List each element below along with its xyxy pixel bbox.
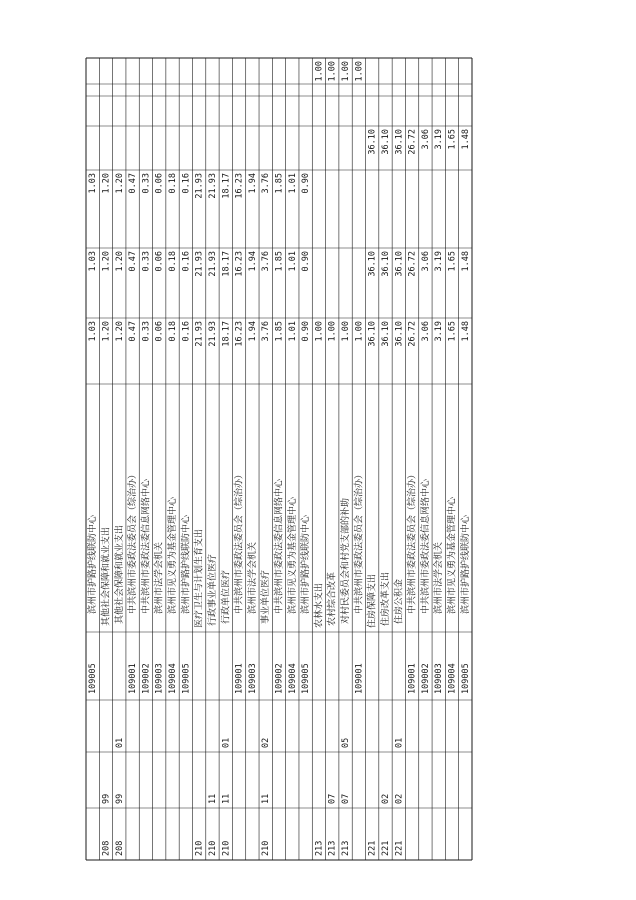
amount-cell: 1.00 — [341, 61, 352, 82]
item-name-cell: 住房公积金 — [394, 578, 405, 624]
code-cell: 99 — [114, 793, 125, 804]
code-cell: 208 — [114, 840, 125, 856]
amount-cell: 0.16 — [181, 251, 192, 272]
code-cell: 07 — [341, 793, 352, 804]
amount-cell: 36.10 — [380, 251, 391, 277]
amount-cell: 21.93 — [207, 321, 218, 347]
item-name-cell: 其他社会保障和就业支出 — [101, 526, 112, 626]
amount-cell: 1.48 — [460, 321, 471, 342]
unit-code-cell: 109005 — [88, 663, 99, 694]
unit-code-cell: 109002 — [420, 663, 431, 694]
item-name-cell: 医疗卫生与计划生育支出 — [194, 528, 205, 628]
code-cell: 05 — [341, 737, 352, 748]
amount-cell: 3.76 — [261, 173, 272, 194]
amount-cell: 36.10 — [380, 129, 391, 155]
unit-code-cell: 109001 — [128, 663, 139, 694]
item-name-cell: 中共滨州市委政法委员会（综治办） — [234, 469, 245, 614]
item-name-cell: 对村民委员会和村党支部的补助 — [341, 497, 352, 624]
amount-cell: 1.20 — [101, 321, 112, 342]
amount-cell: 1.65 — [447, 321, 458, 342]
amount-cell: 0.06 — [154, 173, 165, 194]
item-name-cell: 滨州市见义勇为基金管理中心 — [168, 496, 179, 614]
amount-cell: 1.48 — [460, 251, 471, 272]
amount-cell: 0.47 — [128, 251, 139, 272]
code-cell: 221 — [380, 840, 391, 856]
amount-cell: 1.00 — [314, 61, 325, 82]
code-cell: 221 — [367, 840, 378, 856]
amount-cell: 1.94 — [247, 251, 258, 272]
amount-cell: 26.72 — [407, 251, 418, 277]
amount-cell: 36.10 — [367, 129, 378, 155]
unit-code-cell: 109001 — [234, 663, 245, 694]
unit-code-cell: 109002 — [141, 663, 152, 694]
amount-cell: 1.94 — [247, 321, 258, 342]
item-name-cell: 滨州市护路护线联防中心 — [181, 514, 192, 614]
unit-code-cell: 109001 — [354, 663, 365, 694]
amount-cell: 18.17 — [221, 321, 232, 347]
amount-cell: 1.03 — [88, 251, 99, 272]
amount-cell: 0.18 — [168, 173, 179, 194]
item-name-cell: 中共滨州市委政法委员会（综治办） — [128, 469, 139, 614]
code-cell: 213 — [327, 840, 338, 856]
item-name-cell: 行政事业单位医疗 — [207, 553, 218, 626]
unit-code-cell: 109003 — [434, 663, 445, 694]
unit-code-cell: 109002 — [274, 663, 285, 694]
amount-cell: 1.85 — [274, 321, 285, 342]
amount-cell: 1.00 — [354, 61, 365, 82]
amount-cell: 36.10 — [394, 251, 405, 277]
amount-cell: 3.76 — [261, 251, 272, 272]
code-cell: 01 — [114, 737, 125, 748]
amount-cell: 0.47 — [128, 173, 139, 194]
item-name-cell: 滨州市护路护线联防中心 — [460, 514, 471, 614]
unit-code-cell: 109005 — [301, 663, 312, 694]
amount-cell: 26.72 — [407, 129, 418, 155]
amount-cell: 1.01 — [287, 321, 298, 342]
amount-cell: 21.93 — [207, 251, 218, 277]
code-cell: 99 — [101, 793, 112, 804]
amount-cell: 21.93 — [207, 173, 218, 199]
amount-cell: 1.20 — [101, 173, 112, 194]
amount-cell: 1.85 — [274, 251, 285, 272]
unit-code-cell: 109004 — [287, 663, 298, 694]
amount-cell: 16.23 — [234, 321, 245, 347]
amount-cell: 3.19 — [434, 251, 445, 272]
code-cell: 213 — [341, 840, 352, 856]
amount-cell: 1.00 — [341, 321, 352, 342]
item-name-cell: 滨州市见义勇为基金管理中心 — [447, 496, 458, 614]
unit-code-cell: 109005 — [460, 663, 471, 694]
code-cell: 208 — [101, 840, 112, 856]
amount-cell: 1.20 — [114, 173, 125, 194]
amount-cell: 0.90 — [301, 251, 312, 272]
amount-cell: 1.94 — [247, 173, 258, 194]
unit-code-cell: 109004 — [168, 663, 179, 694]
amount-cell: 36.10 — [367, 251, 378, 277]
item-name-cell: 滨州市护路护线联防中心 — [88, 514, 99, 614]
code-cell: 210 — [221, 840, 232, 856]
amount-cell: 1.03 — [88, 173, 99, 194]
amount-cell: 0.06 — [154, 321, 165, 342]
amount-cell: 3.76 — [261, 321, 272, 342]
amount-cell: 0.18 — [168, 321, 179, 342]
item-name-cell: 农村综合改革 — [327, 571, 338, 626]
amount-cell: 3.19 — [434, 129, 445, 150]
amount-cell: 0.90 — [301, 173, 312, 194]
item-name-cell: 滨州市护路护线联防中心 — [301, 514, 312, 614]
unit-code-cell: 109001 — [407, 663, 418, 694]
amount-cell: 0.16 — [181, 173, 192, 194]
item-name-cell: 行政单位医疗 — [221, 569, 232, 624]
amount-cell: 3.06 — [420, 321, 431, 342]
code-cell: 213 — [314, 840, 325, 856]
amount-cell: 36.10 — [394, 321, 405, 347]
amount-cell: 36.10 — [367, 321, 378, 347]
item-name-cell: 滨州市法学会机关 — [154, 541, 165, 614]
amount-cell: 1.85 — [274, 173, 285, 194]
item-name-cell: 滨州市见义勇为基金管理中心 — [287, 496, 298, 614]
item-name-cell: 事业单位医疗 — [261, 569, 272, 624]
amount-cell: 0.33 — [141, 251, 152, 272]
code-cell: 11 — [221, 793, 232, 804]
amount-cell: 21.93 — [194, 173, 205, 199]
amount-cell: 3.06 — [420, 129, 431, 150]
code-cell: 01 — [394, 737, 405, 748]
unit-code-cell: 109005 — [181, 663, 192, 694]
amount-cell: 1.20 — [114, 251, 125, 272]
item-name-cell: 农林水支出 — [314, 582, 325, 628]
amount-cell: 16.23 — [234, 173, 245, 199]
item-name-cell: 中共滨州市委政法委员会（综治办） — [354, 469, 365, 614]
item-name-cell: 中共滨州市委政法委员会（综治办） — [407, 469, 418, 614]
item-name-cell: 中共滨州市委政法委信息网络中心 — [420, 478, 431, 614]
code-cell: 01 — [221, 737, 232, 748]
amount-cell: 36.10 — [380, 321, 391, 347]
amount-cell: 1.20 — [101, 251, 112, 272]
amount-cell: 1.00 — [354, 321, 365, 342]
amount-cell: 21.93 — [194, 251, 205, 277]
unit-code-cell: 109003 — [154, 663, 165, 694]
table-cells — [86, 61, 471, 856]
unit-code-cell: 109004 — [447, 663, 458, 694]
code-cell: 11 — [261, 793, 272, 804]
amount-cell: 1.03 — [88, 321, 99, 342]
amount-cell: 1.00 — [327, 61, 338, 82]
amount-cell: 1.00 — [327, 321, 338, 342]
amount-cell: 18.17 — [221, 173, 232, 199]
amount-cell: 0.18 — [168, 251, 179, 272]
item-name-cell: 滨州市法学会机关 — [434, 541, 445, 614]
code-cell: 221 — [394, 840, 405, 856]
amount-cell: 1.00 — [314, 321, 325, 342]
code-cell: 11 — [207, 793, 218, 804]
amount-cell: 26.72 — [407, 321, 418, 347]
amount-cell: 0.33 — [141, 173, 152, 194]
amount-cell: 16.23 — [234, 251, 245, 277]
amount-cell: 3.19 — [434, 321, 445, 342]
code-cell: 210 — [207, 840, 218, 856]
amount-cell: 3.06 — [420, 251, 431, 272]
amount-cell: 0.06 — [154, 251, 165, 272]
amount-cell: 0.16 — [181, 321, 192, 342]
amount-cell: 0.47 — [128, 321, 139, 342]
code-cell: 210 — [261, 840, 272, 856]
amount-cell: 0.33 — [141, 321, 152, 342]
item-name-cell: 住房保障支出 — [367, 573, 378, 628]
amount-cell: 36.10 — [394, 129, 405, 155]
amount-cell: 1.48 — [460, 129, 471, 150]
amount-cell: 1.20 — [114, 321, 125, 342]
code-cell: 07 — [327, 793, 338, 804]
unit-code-cell: 109003 — [247, 663, 258, 694]
amount-cell: 0.90 — [301, 321, 312, 342]
code-cell: 02 — [380, 793, 391, 804]
amount-cell: 1.65 — [447, 129, 458, 150]
item-name-cell: 中共滨州市委政法委信息网络中心 — [141, 478, 152, 614]
item-name-cell: 滨州市法学会机关 — [247, 541, 258, 614]
amount-cell: 1.01 — [287, 251, 298, 272]
code-cell: 02 — [394, 793, 405, 804]
amount-cell: 1.01 — [287, 173, 298, 194]
code-cell: 210 — [194, 840, 205, 856]
amount-cell: 1.65 — [447, 251, 458, 272]
amount-cell: 18.17 — [221, 251, 232, 277]
item-name-cell: 住房改革支出 — [380, 571, 391, 626]
item-name-cell: 其他社会保障和就业支出 — [114, 524, 125, 624]
amount-cell: 21.93 — [194, 321, 205, 347]
code-cell: 02 — [261, 737, 272, 748]
item-name-cell: 中共滨州市委政法委信息网络中心 — [274, 478, 285, 614]
